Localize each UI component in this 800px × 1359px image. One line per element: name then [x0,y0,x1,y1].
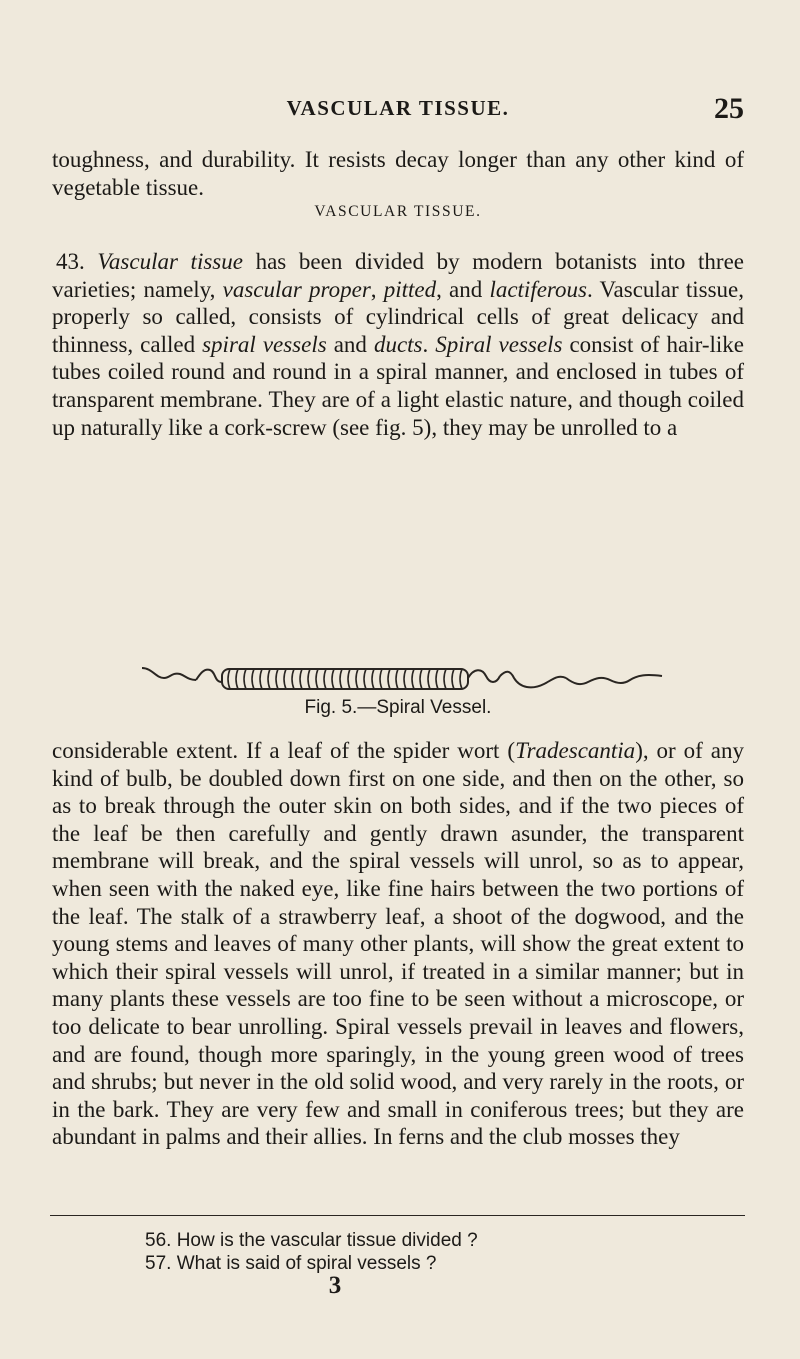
paragraph-number: 43. [56,249,85,274]
text-run: , and [436,276,490,302]
figure-caption: Fig. 5.—Spiral Vessel. [304,697,492,718]
text-run: ), or of any kind of bulb, be doubled down first on one side, and then on the other, so as to break through the outer skin on both sides, and if the two pieces of the leaf be then carefully and gently drawn asunder, the transparent membrane will break, and the spiral vessels will unrol, so as to appear, when seen with the naked eye, like fine hairs between the two portions of the leaf. The stalk of a strawberry leaf, a shoot of the dogwood, and the young stems and leaves of many other plants, will show the great extent to which their spiral vessels will unrol, if treated in a similar manner; but in many plants these vessels are too fine to be seen without a microscope, or too delicate to bear unrolling. Spiral vessels prevail in leaves and flowers, and are found, though more sparingly, in the young green wood of trees and shrubs; but never in the old solid wood, and very rarely in the roots, or in the bark. They are very few and small in coniferous trees; but they are abundant in palms and their allies. In ferns and the club mosses they [52,738,744,1150]
term-spiral-vessels: spiral vessels [202,331,327,357]
term-vascular-proper: vascular proper [222,276,371,302]
opening-text: toughness, and durability. It resists decay longer than any other kind of vegetable tissue. [52,147,744,200]
section-heading: VASCULAR TISSUE. [314,203,482,220]
opening-paragraph [52,146,744,201]
term-tradescantia: Tradescantia [515,738,636,763]
term-lactiferous: lactiferous [489,276,587,302]
continuation-paragraph [52,737,744,1151]
footnote-rule [50,1215,745,1216]
term-vascular-tissue: Vascular tissue [97,249,243,274]
paragraph-43 [52,248,744,441]
text-run: . [422,331,436,357]
running-head [52,92,744,126]
text-run: considerable extent. If a leaf of the spider wort ( [52,738,516,763]
text-run: has been divided by modern botanists into three varieties; namely, [52,249,745,302]
review-questions [145,1229,705,1275]
paragraph-43-text [52,248,744,441]
text-run: consist of hair-like tubes coiled round and round in a spiral manner, and enclosed in tubes of transparent membrane. They are of a light elastic nature, and though coiled up naturally like a cork-screw (see fig. 5), they may be unrolled to a [52,331,744,440]
text-run: and [326,331,374,357]
term-pitted: pitted [383,276,437,302]
running-title: VASCULAR TISSUE. [286,96,510,120]
page-number: 25 [714,92,744,125]
text-run: . Vascular tissue, properly so called, consists of cylindrical cells of great delicacy and thinness, called [52,276,744,357]
signature-mark: 3 [328,1272,342,1299]
question-56: 56. How is the vascular tissue divided ? [145,1230,478,1251]
question-57: 57. What is said of spiral vessels ? [145,1253,437,1274]
spiral-vessel-illustration [140,664,665,694]
term-spiral-vessels-2: Spiral vessels [435,331,563,357]
term-ducts: ducts [373,331,423,357]
continuation-text [52,737,744,1151]
text-run: , [370,276,384,302]
